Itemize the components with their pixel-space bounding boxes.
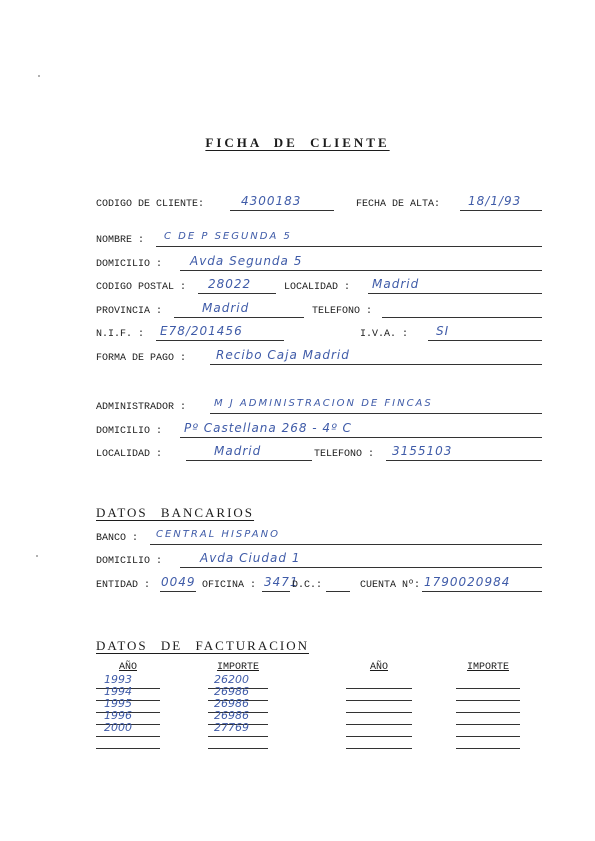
- row-nif: [96, 324, 546, 343]
- row-admin-localidad: [96, 444, 546, 463]
- row-provincia: [96, 301, 546, 320]
- scan-speck: [38, 75, 40, 77]
- admin-telefono-value: 3155103: [392, 444, 453, 458]
- iva-value: SI: [436, 324, 450, 338]
- row-banco: [96, 531, 546, 547]
- banco-domicilio-label: DOMICILIO :: [96, 556, 163, 567]
- admin-domicilio-label: DOMICILIO :: [96, 426, 163, 437]
- iva-line: [428, 340, 542, 341]
- nif-label: N.I.F. :: [96, 329, 145, 340]
- row-forma-pago: [96, 348, 546, 367]
- cuenta-line: [422, 591, 542, 592]
- admin-domicilio-value: Pº Castellana 268 - 4º C: [184, 421, 352, 435]
- admin-telefono-line: [386, 460, 542, 461]
- importe-value: 26986: [214, 697, 249, 710]
- scan-speck: [36, 555, 38, 557]
- row-codigo-cliente: [96, 194, 546, 213]
- nombre-value: C DE P SEGUNDA 5: [164, 231, 292, 242]
- row-banco-domicilio: [96, 551, 546, 570]
- fecha-alta-value: 18/1/93: [468, 194, 522, 208]
- row-nombre: [96, 233, 546, 249]
- admin-localidad-label: LOCALIDAD :: [96, 449, 163, 460]
- codigo-postal-value: 28022: [208, 277, 252, 291]
- localidad-value: Madrid: [372, 277, 420, 291]
- admin-domicilio-line: [180, 437, 542, 438]
- facturacion-heading: DATOS DE FACTURACION: [96, 638, 309, 653]
- importe-value: 27769: [214, 721, 249, 734]
- admin-localidad-line: [186, 460, 312, 461]
- codigo-postal-label: CODIGO POSTAL :: [96, 282, 187, 293]
- row-cuenta: [96, 575, 546, 594]
- ano-value: 1996: [104, 709, 132, 722]
- table-row-ano-empty: [346, 736, 412, 749]
- nif-value: E78/201456: [160, 324, 243, 338]
- importe-value: 26986: [214, 685, 249, 698]
- domicilio-label: DOMICILIO :: [96, 259, 163, 270]
- administrador-label: ADMINISTRADOR :: [96, 402, 187, 413]
- table-row-importe-empty: [456, 736, 520, 749]
- row-admin-domicilio: [96, 421, 546, 440]
- dc-line: [326, 591, 350, 592]
- table-row-importe-empty: [208, 736, 268, 749]
- col-importe-right: IMPORTE: [466, 662, 509, 673]
- oficina-line: [262, 591, 290, 592]
- localidad-label: LOCALIDAD :: [284, 282, 351, 293]
- forma-pago-value: Recibo Caja Madrid: [216, 348, 350, 362]
- oficina-value: 3471: [264, 575, 299, 589]
- fecha-alta-line: [460, 210, 542, 211]
- admin-telefono-label: TELEFONO :: [314, 449, 375, 460]
- banco-line: [150, 544, 542, 545]
- provincia-value: Madrid: [202, 301, 250, 315]
- ano-value: 1994: [104, 685, 132, 698]
- entidad-line: [160, 591, 196, 592]
- domicilio-line: [180, 270, 542, 271]
- localidad-line: [368, 293, 542, 294]
- row-domicilio: [96, 254, 546, 273]
- forma-pago-label: FORMA DE PAGO :: [96, 353, 187, 364]
- table-row-ano-empty: [96, 736, 160, 749]
- provincia-label: PROVINCIA :: [96, 306, 163, 317]
- iva-label: I.V.A. :: [360, 329, 409, 340]
- oficina-label: OFICINA :: [202, 580, 257, 591]
- entidad-label: ENTIDAD :: [96, 580, 151, 591]
- banco-label: BANCO :: [96, 533, 139, 544]
- telefono-line: [382, 317, 542, 318]
- row-administrador: [96, 400, 546, 416]
- codigo-cliente-label: CODIGO DE CLIENTE:: [96, 199, 205, 210]
- telefono-label: TELEFONO :: [312, 306, 373, 317]
- codigo-postal-line: [198, 293, 276, 294]
- cuenta-label: CUENTA Nº:: [360, 580, 421, 591]
- banco-domicilio-line: [180, 567, 542, 568]
- nombre-line: [156, 246, 542, 247]
- banco-value: CENTRAL HISPANO: [156, 529, 280, 540]
- col-importe-left: IMPORTE: [216, 662, 259, 673]
- ano-value: 2000: [104, 721, 132, 734]
- importe-value: 26986: [214, 709, 249, 722]
- banco-domicilio-value: Avda Ciudad 1: [200, 551, 301, 565]
- domicilio-value: Avda Segunda 5: [190, 254, 303, 268]
- ano-value: 1995: [104, 697, 132, 710]
- importe-value: 26200: [214, 673, 249, 686]
- form-title: FICHA DE CLIENTE: [205, 135, 390, 150]
- codigo-cliente-value: 4300183: [241, 194, 302, 208]
- ano-value: 1993: [104, 673, 132, 686]
- administrador-value: M J ADMINISTRACION DE FINCAS: [214, 398, 433, 409]
- col-ano-right: AÑO: [369, 662, 388, 673]
- cuenta-value: 1790020984: [424, 575, 511, 589]
- fecha-alta-label: FECHA DE ALTA:: [356, 199, 441, 210]
- provincia-line: [174, 317, 304, 318]
- row-codigo-postal: [96, 277, 546, 296]
- codigo-cliente-line: [230, 210, 334, 211]
- dc-label: D.C.:: [292, 580, 323, 591]
- forma-pago-line: [210, 364, 542, 365]
- nombre-label: NOMBRE :: [96, 235, 145, 246]
- col-ano-left: AÑO: [118, 662, 137, 673]
- datos-bancarios-heading: DATOS BANCARIOS: [96, 505, 255, 520]
- admin-localidad-value: Madrid: [214, 444, 262, 458]
- administrador-line: [210, 413, 542, 414]
- nif-line: [156, 340, 284, 341]
- entidad-value: 0049: [161, 575, 196, 589]
